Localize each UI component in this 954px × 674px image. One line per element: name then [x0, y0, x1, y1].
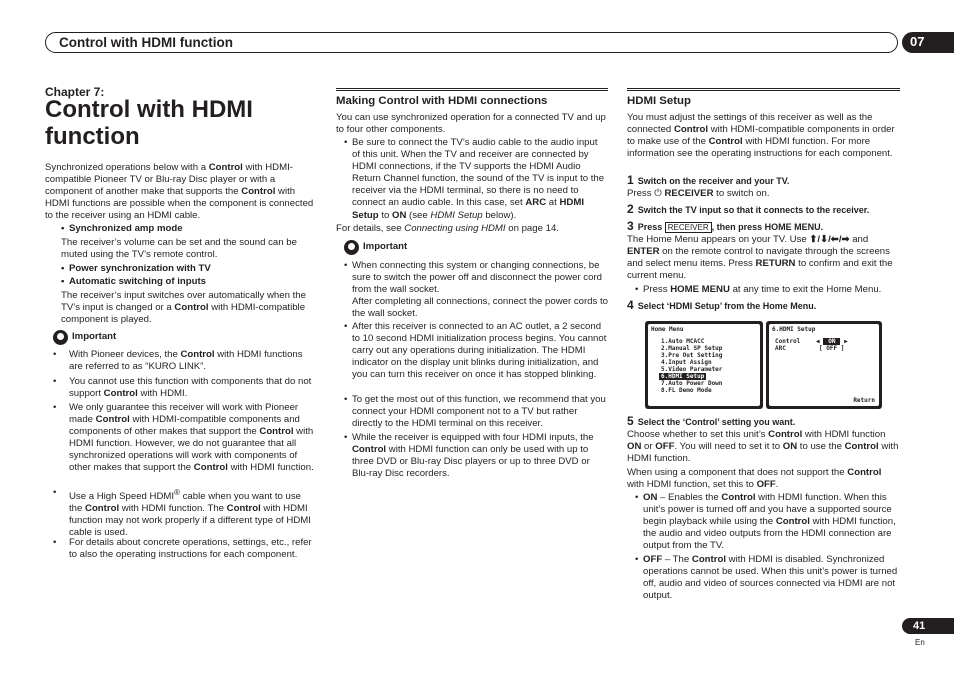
- menu-item: 7.Auto Power Down: [661, 380, 723, 387]
- hdmi-setup-title: 6.HDMI Setup: [772, 326, 816, 333]
- page-title: Control with HDMI function: [45, 96, 253, 150]
- control-value: ON: [823, 338, 840, 345]
- chapter-number: 07: [910, 34, 925, 49]
- option-off: • OFF – The Control with HDMI is disabled. Synchronized operations cannot be used. When this unit’s power is turned off, audio and video of sources connected via HDMI are not output.: [627, 554, 900, 602]
- col1-intro: Synchronized operations below with a Control with HDMI-compatible Pioneer TV or Blu-ray Disc player or with a component of another make that supports the Control with HDMI functions are possible when the component is connected to the receiver using an HDMI cable.: [45, 162, 314, 222]
- note-item: • To get the most out of this function, we recommend that you connect your HDMI component not to a TV but rather directly to the HDMI terminal on this receiver.: [336, 394, 608, 430]
- menu-item: 5.Video Parameter: [661, 366, 723, 373]
- chapter-label: Chapter 7:: [45, 85, 105, 99]
- receiver-key: RECEIVER: [665, 222, 712, 233]
- note-item: • With Pioneer devices, the Control with HDMI functions are referred to as “KURO LINK”.: [53, 349, 317, 373]
- menu-item: 8.FL Demo Mode: [661, 387, 712, 394]
- step-2: 2 Switch the TV input so that it connects to the receiver.: [627, 202, 870, 216]
- step-3: 3 Press RECEIVER , then press HOME MENU.: [627, 219, 824, 233]
- note-item: • Use a High Speed HDMI® cable when you want to use the Control with HDMI function. The Control with HDMI function may not work properly if a different type of HDMI cable is used.: [53, 487, 317, 540]
- important-icon: [344, 240, 359, 255]
- left-arrow-icon: ◀: [816, 338, 820, 345]
- step-4: 4 Select ‘HDMI Setup’ from the Home Menu.: [627, 298, 817, 312]
- step-3-bullet: • Press HOME MENU at any time to exit the Home Menu.: [627, 284, 900, 296]
- chapter-number-tab: [902, 32, 954, 53]
- feature-sync-amp: • Synchronized amp mode: [53, 223, 317, 235]
- step-3-desc: The Home Menu appears on your TV. Use ⬆/⬇/⬅/➡ and ENTER on the remote control to navigate through the screens and select menu items. Press RETURN to confirm and exit the current menu.: [627, 234, 893, 282]
- important-heading-1: Important: [53, 330, 116, 344]
- step-1: 1 Switch on the receiver and your TV.: [627, 173, 790, 187]
- note-item: • For details about concrete operations, settings, etc., refer to also the operating instructions for each component.: [53, 537, 317, 561]
- menu-item: 4.Input Assign: [661, 359, 712, 366]
- note-item: • When connecting this system or changing connections, be sure to switch the power off and disconnect the power cord from the wall socket.: [336, 260, 608, 296]
- arc-label: ARC: [775, 345, 786, 352]
- note-item: • You cannot use this function with components that do not support Control with HDMI.: [53, 376, 317, 400]
- section-heading-hdmi-setup: HDMI Setup: [627, 88, 900, 108]
- note-item: • While the receiver is equipped with four HDMI inputs, the Control with HDMI function can only be used with up to three DVD or Blu-ray Disc players or up to three DVD or Blu-ray Disc recorders.: [336, 432, 608, 480]
- menu-item: 2.Manual SP Setup: [661, 345, 723, 352]
- language-label: En: [915, 638, 925, 647]
- note-item: • We only guarantee this receiver will work with Pioneer made Control with HDMI-compatible components and components of other makes that support the Control with HDMI function. However, we do not guarantee that all synchronized operations will work with components of other makes that support the Control with HDMI function.: [53, 402, 317, 475]
- note-item-cont: After completing all connections, connect the power cords to the wall socket.: [352, 296, 608, 320]
- col3-intro: You must adjust the settings of this receiver as well as the connected Control with HDMI-compatible components in order to make use of the Control with HDMI function. For more information see the operating instructions for each component.: [627, 112, 895, 160]
- feature-sync-amp-desc: The receiver’s volume can be set and the sound can be muted using the TV’s remote control.: [61, 237, 297, 261]
- menu-item: 3.Pre Out Setting: [661, 352, 723, 359]
- important-icon: [53, 330, 68, 345]
- control-value-row: [816, 338, 848, 345]
- col2-intro: You can use synchronized operation for a connected TV and up to four other components.: [336, 112, 606, 136]
- arc-value: OFF: [826, 345, 838, 352]
- return-label: Return: [853, 397, 875, 404]
- feature-auto-input-desc: The receiver’s input switches over automatically when the TV’s input is changed or a Control with HDMI-compatible component is played.: [61, 290, 306, 326]
- control-label: Control: [775, 338, 801, 345]
- section-heading-connections: Making Control with HDMI connections: [336, 88, 608, 108]
- header-title: Control with HDMI function: [59, 35, 233, 50]
- menu-item: 1.Auto MCACC: [661, 338, 705, 345]
- arc-value-row: [ OFF ]: [819, 345, 845, 352]
- important-heading-2: Important: [344, 240, 407, 254]
- option-on: • ON – Enables the Control with HDMI function. When this unit’s power is turned off and you have a supported source begin playback while using the Control with HDMI function, the audio and video outputs from the HDMI connection are output from the TV.: [627, 492, 900, 552]
- col2-bullet: • Be sure to connect the TV’s audio cable to the audio input of this unit. When the TV and receiver are connected by HDMI connections, if the TV supports the HDMI Audio Return Channel function, the sound of the TV is input to the receiver via the HDMI terminal, so there is no need to connect an audio cable. In this case, set ARC at HDMI Setup to ON (see HDMI Setup below).: [336, 137, 608, 222]
- home-menu-title: Home Menu: [651, 326, 684, 333]
- col2-details: For details, see Connecting using HDMI on page 14.: [336, 223, 559, 234]
- step-1-desc: Press ⏻ RECEIVER to switch on.: [627, 188, 770, 199]
- right-arrow-icon: ▶: [844, 338, 848, 345]
- hdmi-setup-screen: [766, 321, 882, 409]
- menu-item-selected: 6.HDMI Setup: [661, 373, 705, 380]
- step-5-desc: Choose whether to set this unit’s Control with HDMI function ON or OFF. You will need to set it to ON to use the Control with HDMI function.: [627, 429, 899, 465]
- feature-power-sync: • Power synchronization with TV: [53, 263, 317, 275]
- step-5: 5 Select the ‘Control’ setting you want.: [627, 414, 796, 428]
- page-number-tab: [902, 618, 954, 634]
- page-number: 41: [913, 620, 926, 632]
- feature-auto-input: • Automatic switching of inputs: [53, 276, 317, 288]
- note-item: • After this receiver is connected to an AC outlet, a 2 second to 10 second HDMI initialization process begins. You cannot carry out any operations during initialization. The HDMI indicator on the display unit blinks during initialization, and you can turn this receiver on once it has stopped blinking.: [336, 321, 608, 381]
- chapter-header-bar: [45, 32, 898, 53]
- home-menu-screen: [645, 321, 763, 409]
- step-5-desc2: When using a component that does not support the Control with HDMI function, set this to OFF.: [627, 467, 882, 491]
